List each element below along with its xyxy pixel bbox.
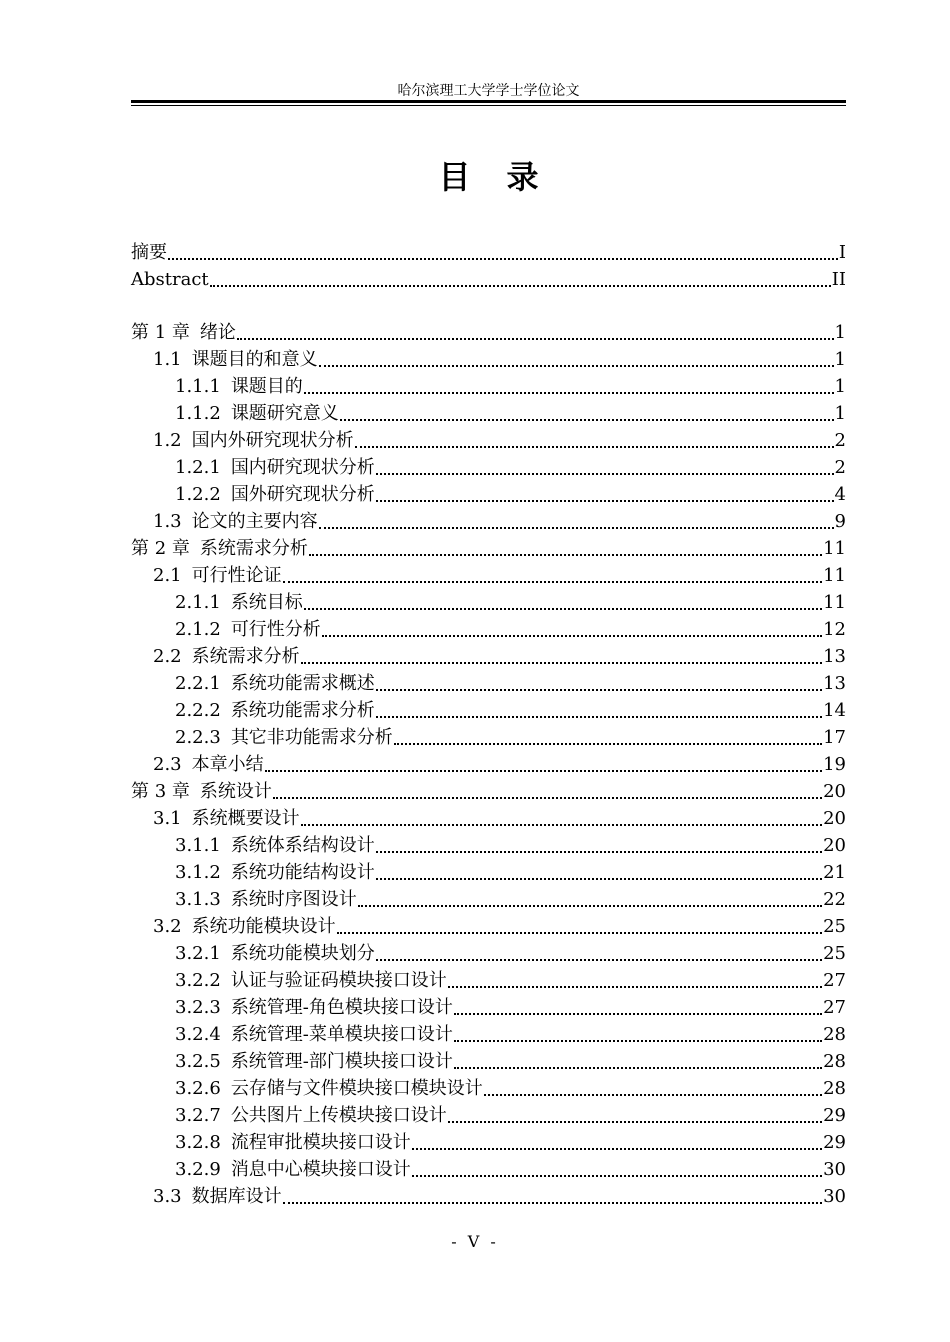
toc-entry[interactable] [131, 752, 846, 778]
toc-entry-page: 25 [823, 916, 846, 937]
toc-entry-heading [131, 779, 272, 805]
toc-entry[interactable] [131, 1103, 846, 1129]
toc-entry[interactable] [131, 725, 846, 751]
toc-entry[interactable] [131, 590, 846, 616]
toc-entry-label: 系统设计 [199, 781, 272, 802]
toc-entry-page: 1 [834, 349, 846, 370]
toc-leader-dots [376, 716, 822, 718]
toc-leader-dots [484, 1094, 822, 1096]
toc-entry-number: 3.2.6 [175, 1078, 221, 1099]
toc-entry-number: 1.3 [153, 511, 182, 532]
title-char-1: 目 [438, 158, 471, 196]
toc-entry-page: 2 [834, 457, 846, 478]
toc-entry[interactable] [131, 267, 846, 293]
toc-entry[interactable] [131, 1157, 846, 1183]
toc-entry[interactable] [131, 401, 846, 427]
toc-entry-page: 11 [823, 538, 846, 559]
toc-entry[interactable] [131, 671, 846, 697]
toc-entry-page: 13 [823, 646, 846, 667]
toc-entry-heading [153, 1184, 282, 1210]
toc-entry-heading [175, 374, 303, 400]
toc-entry-page: 21 [823, 862, 846, 883]
toc-entry-page: 28 [823, 1051, 846, 1072]
toc-leader-dots [376, 851, 822, 853]
toc-leader-dots [358, 905, 822, 907]
toc-entry-number: 第 2 章 [131, 538, 190, 559]
toc-entry-heading [131, 536, 308, 562]
toc-entry-number: 1.1 [153, 349, 182, 370]
toc-entry-heading [153, 644, 300, 670]
toc-leader-dots [454, 1013, 822, 1015]
toc-entry-page: 30 [823, 1186, 846, 1207]
toc-entry[interactable] [131, 644, 846, 670]
toc-leader-dots [454, 1040, 822, 1042]
toc-entry-label: 本章小结 [191, 754, 264, 775]
toc-entry-label: 绪论 [199, 322, 236, 343]
toc-entry-page: 11 [823, 592, 846, 613]
toc-entry-page: 30 [823, 1159, 846, 1180]
toc-entry-label: 课题目的和意义 [191, 349, 318, 370]
toc-entry-page: 27 [823, 970, 846, 991]
toc-entry-heading [131, 240, 167, 266]
toc-entry-heading [175, 1076, 483, 1102]
toc-entry-page: 20 [823, 835, 846, 856]
toc-entry-label: 国外研究现状分析 [230, 484, 375, 505]
toc-entry-label: 可行性分析 [230, 619, 321, 640]
toc-entry-number: 3.2.1 [175, 943, 221, 964]
toc-entry-heading [175, 968, 447, 994]
toc-entry-heading [175, 1130, 411, 1156]
toc-entry-heading [175, 401, 339, 427]
toc-entry-page: 13 [823, 673, 846, 694]
toc-entry-number: 1.2.2 [175, 484, 221, 505]
toc-entry-page: 29 [823, 1105, 846, 1126]
toc-entry-heading [175, 482, 375, 508]
toc-entry[interactable] [131, 914, 846, 940]
toc-entry-label: 系统概要设计 [191, 808, 300, 829]
toc-entry-page: 20 [823, 781, 846, 802]
toc-entry-number: 2.2.2 [175, 700, 221, 721]
toc-entry-heading [153, 509, 318, 535]
toc-entry-label: 公共图片上传模块接口设计 [230, 1105, 447, 1126]
toc-entry-heading [153, 563, 282, 589]
header-rule-thin [131, 105, 846, 106]
toc-entry-label: 系统需求分析 [191, 646, 300, 667]
toc-entry-page: 1 [834, 322, 846, 343]
toc-entry[interactable] [131, 428, 846, 454]
toc-leader-dots [376, 878, 822, 880]
toc-entry-label: 系统目标 [230, 592, 303, 613]
toc-entry-heading [153, 914, 336, 940]
toc-entry-heading [153, 752, 264, 778]
toc-entry[interactable] [131, 806, 846, 832]
toc-entry-number: 2.1.1 [175, 592, 221, 613]
toc-entry-number: 3.2.8 [175, 1132, 221, 1153]
toc-entry-label: 国内外研究现状分析 [191, 430, 354, 451]
toc-entry-label: 国内研究现状分析 [230, 457, 375, 478]
toc-leader-dots [412, 1148, 822, 1150]
toc-entry-heading [175, 617, 321, 643]
toc-entry[interactable] [131, 455, 846, 481]
toc-leader-dots [304, 392, 834, 394]
toc-entry-page: 12 [823, 619, 846, 640]
toc-entry-page: 4 [834, 484, 846, 505]
toc-entry-heading [175, 671, 375, 697]
toc-entry-page: I [838, 242, 846, 263]
toc-entry[interactable] [131, 887, 846, 913]
toc-entry-heading [175, 860, 375, 886]
toc-entry-label: 课题目的 [230, 376, 303, 397]
page-number: - V - [451, 1232, 499, 1251]
toc-entry[interactable] [131, 1130, 846, 1156]
toc-entry-heading [175, 887, 357, 913]
toc-leader-dots [301, 824, 822, 826]
toc-entry-number: 1.1.2 [175, 403, 221, 424]
toc-entry[interactable] [131, 968, 846, 994]
toc-entry[interactable] [131, 833, 846, 859]
toc-entry-label: 其它非功能需求分析 [230, 727, 393, 748]
toc-entry-page: 1 [834, 376, 846, 397]
toc-entry-number: 2.2.1 [175, 673, 221, 694]
toc-entry-number: 2.2.3 [175, 727, 221, 748]
toc-leader-dots [273, 797, 822, 799]
toc-entry[interactable] [131, 995, 846, 1021]
toc-entry-label: 云存储与文件模块接口模块设计 [230, 1078, 483, 1099]
toc-entry-heading [153, 428, 354, 454]
toc-entry-label: 系统管理-角色模块接口设计 [230, 997, 453, 1018]
toc-entry-heading [175, 1022, 453, 1048]
toc-entry[interactable] [131, 860, 846, 886]
toc-entry-page: 28 [823, 1024, 846, 1045]
toc-leader-dots [394, 743, 822, 745]
toc-entry[interactable] [131, 563, 846, 589]
toc-entry-page: 28 [823, 1078, 846, 1099]
toc-entry-page: 14 [823, 700, 846, 721]
toc-entry-label: 系统管理-菜单模块接口设计 [230, 1024, 453, 1045]
toc-leader-dots [412, 1175, 822, 1177]
toc-entry-number: 1.2 [153, 430, 182, 451]
toc-entry-heading [175, 455, 375, 481]
toc-entry[interactable] [131, 536, 846, 562]
toc-leader-dots [376, 959, 822, 961]
toc-entry[interactable] [131, 617, 846, 643]
toc-entry-heading [175, 1103, 447, 1129]
toc-leader-dots [309, 554, 822, 556]
toc-entry-number: 1.2.1 [175, 457, 221, 478]
toc-leader-dots [304, 608, 822, 610]
toc-leader-dots [376, 689, 822, 691]
toc-entry[interactable] [131, 320, 846, 346]
toc-leader-dots [322, 635, 822, 637]
toc-entry-label: Abstract [131, 269, 209, 290]
toc-entry-number: 3.2.7 [175, 1105, 221, 1126]
toc-entry-page: 22 [823, 889, 846, 910]
toc-entry-number: 3.2.2 [175, 970, 221, 991]
toc-leader-dots [448, 1121, 822, 1123]
toc-entry-number: 2.3 [153, 754, 182, 775]
toc-entry-number: 3.1.2 [175, 862, 221, 883]
toc-entry-page: 25 [823, 943, 846, 964]
toc-leader-dots [301, 662, 822, 664]
toc-entry-label: 系统体系结构设计 [230, 835, 375, 856]
toc-entry-label: 系统功能需求分析 [230, 700, 375, 721]
toc-entry[interactable] [131, 347, 846, 373]
toc-entry-label: 认证与验证码模块接口设计 [230, 970, 447, 991]
toc-entry[interactable] [131, 1049, 846, 1075]
toc-entry-page: 29 [823, 1132, 846, 1153]
toc-leader-dots [340, 419, 834, 421]
toc-leader-dots [283, 1202, 822, 1204]
toc-entry[interactable] [131, 1076, 846, 1102]
toc-leader-dots [355, 446, 834, 448]
toc-entry-heading [175, 833, 375, 859]
toc-entry[interactable] [131, 240, 846, 266]
title-char-2: 录 [506, 158, 539, 196]
toc-entry-page: 11 [823, 565, 846, 586]
toc-entry[interactable] [131, 779, 846, 805]
toc-entry-page: 17 [823, 727, 846, 748]
toc-entry-label: 系统功能模块设计 [191, 916, 336, 937]
toc-entry-page: II [831, 269, 846, 290]
toc-entry-number: 3.1.3 [175, 889, 221, 910]
toc-entry-page: 27 [823, 997, 846, 1018]
toc-entry-label: 论文的主要内容 [191, 511, 318, 532]
toc-entry-label: 系统功能需求概述 [230, 673, 375, 694]
toc-entry-heading [175, 941, 375, 967]
toc-entry[interactable] [131, 1022, 846, 1048]
toc-entry[interactable] [131, 698, 846, 724]
toc-entry-page: 19 [823, 754, 846, 775]
toc-entry[interactable] [131, 374, 846, 400]
toc-entry-number: 3.3 [153, 1186, 182, 1207]
page-title [131, 152, 846, 198]
toc-entry-label: 课题研究意义 [230, 403, 339, 424]
toc-entry-heading [175, 1157, 411, 1183]
toc-entry-label: 系统功能结构设计 [230, 862, 375, 883]
toc-entry-heading [175, 590, 303, 616]
toc-entry-number: 2.1.2 [175, 619, 221, 640]
toc-entry[interactable] [131, 1184, 846, 1210]
toc-entry[interactable] [131, 482, 846, 508]
toc-leader-dots [448, 986, 822, 988]
toc-entry-label: 可行性论证 [191, 565, 282, 586]
toc-entry[interactable] [131, 941, 846, 967]
toc-entry-label: 数据库设计 [191, 1186, 282, 1207]
toc-leader-dots [210, 285, 831, 287]
toc-entry-label: 系统时序图设计 [230, 889, 357, 910]
toc-entry-number: 3.2.5 [175, 1051, 221, 1072]
toc-entry-label: 摘要 [131, 242, 167, 263]
toc-entry-number: 3.1 [153, 808, 182, 829]
toc-leader-dots [454, 1067, 822, 1069]
toc-entry-number: 3.2.9 [175, 1159, 221, 1180]
toc-entry-page: 9 [834, 511, 846, 532]
toc-entry-heading [175, 995, 453, 1021]
toc-leader-dots [376, 473, 834, 475]
toc-entry-number: 1.1.1 [175, 376, 221, 397]
toc-entry-label: 系统管理-部门模块接口设计 [230, 1051, 453, 1072]
toc-entry-number: 第 3 章 [131, 781, 190, 802]
toc-entry-number: 3.2.4 [175, 1024, 221, 1045]
toc-entry-label: 消息中心模块接口设计 [230, 1159, 411, 1180]
toc-entry-label: 流程审批模块接口设计 [230, 1132, 411, 1153]
toc-entry-label: 系统功能模块划分 [230, 943, 375, 964]
toc-entry-page: 2 [834, 430, 846, 451]
toc-entry-heading [131, 267, 209, 293]
toc-entry-heading [131, 320, 236, 346]
toc-leader-dots [376, 500, 834, 502]
toc-leader-dots [168, 258, 838, 260]
toc-entry[interactable] [131, 509, 846, 535]
toc-entry-heading [175, 698, 375, 724]
toc-entry-number: 3.1.1 [175, 835, 221, 856]
toc-entry-heading [175, 725, 393, 751]
toc-entry-label: 系统需求分析 [199, 538, 308, 559]
toc-entry-number: 3.2 [153, 916, 182, 937]
toc-leader-dots [337, 932, 822, 934]
header-rule-thick [131, 100, 846, 103]
toc-entry-heading [153, 806, 300, 832]
toc-entry-heading [175, 1049, 453, 1075]
toc-leader-dots [319, 527, 834, 529]
toc-leader-dots [319, 365, 834, 367]
toc-leader-dots [283, 581, 822, 583]
toc-leader-dots [237, 338, 834, 340]
toc-entry-heading [153, 347, 318, 373]
toc-entry-page: 1 [834, 403, 846, 424]
toc-entry-number: 第 1 章 [131, 322, 190, 343]
toc-entry-number: 3.2.3 [175, 997, 221, 1018]
toc-entry-page: 20 [823, 808, 846, 829]
toc-entry-number: 2.2 [153, 646, 182, 667]
toc-entry-number: 2.1 [153, 565, 182, 586]
toc-leader-dots [265, 770, 822, 772]
running-header: 哈尔滨理工大学学士学位论文 [397, 83, 580, 99]
